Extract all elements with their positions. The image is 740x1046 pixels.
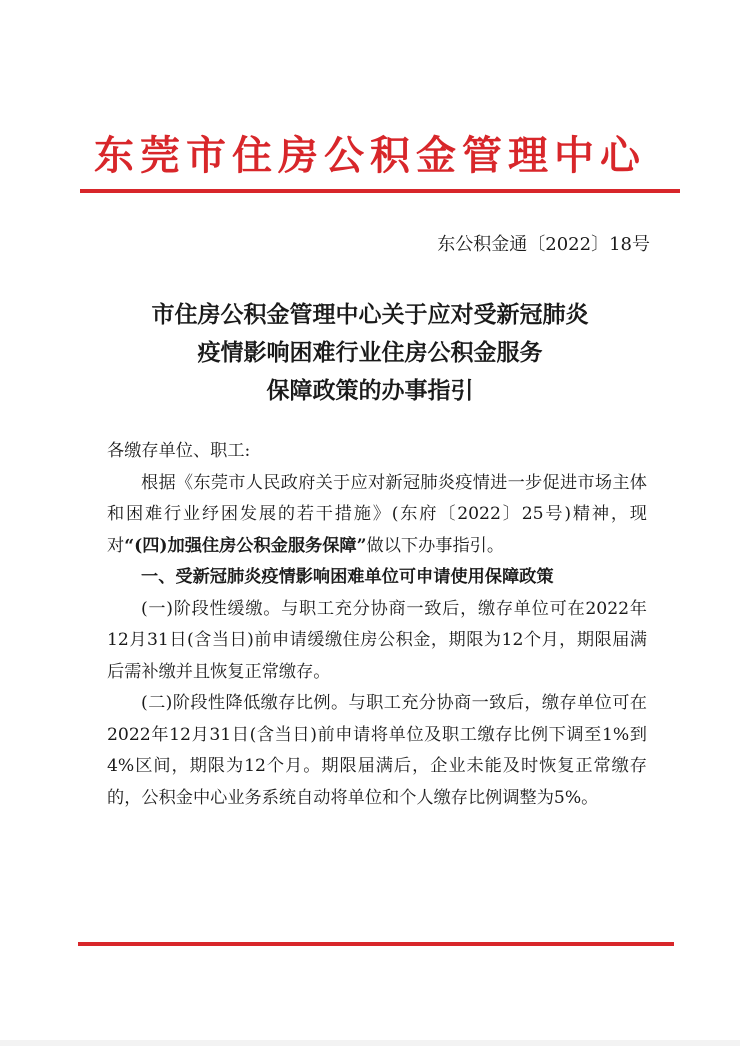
document-body xyxy=(107,436,647,814)
item-1-paragraph: (一)阶段性缓缴。与职工充分协商一致后，缴存单位可在2022年12月31日(含当日)前申请缓缴住房公积金，期限为12个月，期限届满后需补缴并且恢复正常缴存。 xyxy=(107,598,647,682)
document-title xyxy=(0,296,740,410)
title-line-2: 疫情影响困难行业住房公积金服务 xyxy=(197,339,543,366)
item-2-paragraph: (二)阶段性降低缴存比例。与职工充分协商一致后，缴存单位可在2022年12月31日(含当日)前申请将单位及职工缴存比例下调至1%到4%区间，期限为12个月。期限届满后，企业未能及时恢复正常缴存的，公积金中心业务系统自动将单位和个人缴存比例调整为5%。 xyxy=(107,693,647,808)
footer-red-rule xyxy=(78,942,674,946)
header-red-rule xyxy=(80,189,680,193)
salutation: 各缴存单位、职工: xyxy=(107,441,251,461)
intro-text: 根据《东莞市人民政府关于应对新冠肺炎疫情进一步促进市场主体和困难行业纾困发展的若干措施》(东府〔2022〕25号)精神，现对 xyxy=(107,472,647,556)
intro-tail: 做以下办事指引。 xyxy=(366,535,505,556)
intro-paragraph xyxy=(107,468,647,563)
page-bottom-band xyxy=(0,1040,740,1046)
title-line-3: 保障政策的办事指引 xyxy=(266,377,474,404)
title-line-1: 市住房公积金管理中心关于应对受新冠肺炎 xyxy=(151,301,589,328)
intro-bold-reference: “(四)加强住房公积金服务保障” xyxy=(124,535,367,556)
document-number: 东公积金通〔2022〕18号 xyxy=(437,234,650,255)
section-1-heading: 一、受新冠肺炎疫情影响困难单位可申请使用保障政策 xyxy=(141,567,554,587)
agency-header: 东莞市住房公积金管理中心 xyxy=(94,132,646,179)
